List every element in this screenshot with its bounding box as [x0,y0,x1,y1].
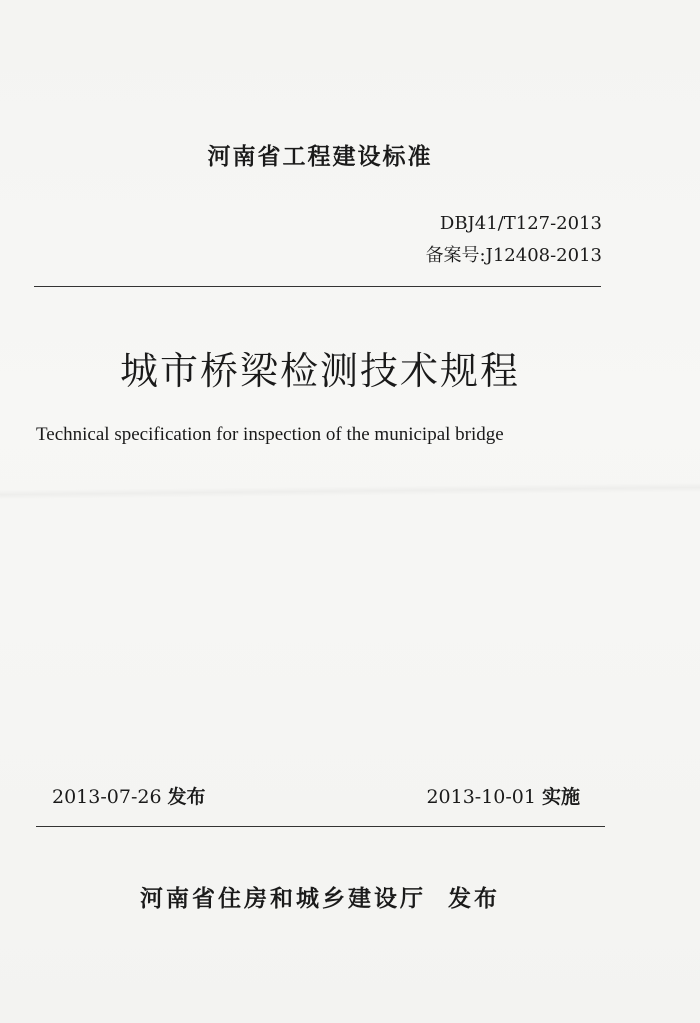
issue-date-line [52,782,206,809]
publisher-action: 发布 [448,886,500,912]
document-title-english: Technical specification for inspection of the municipal bridge [36,424,504,445]
issue-label: 发布 [167,786,206,808]
standard-code: DBJ41/T127-2013 [439,213,602,234]
issue-date: 2013-07-26 [52,786,162,808]
document-title-chinese: 城市桥梁检测技术规程 [120,349,521,393]
record-number: 备案号:J12408-2013 [425,245,602,266]
publisher-name: 河南省住房和城乡建设厅 [140,886,426,912]
effective-date: 2013-10-01 [426,786,536,808]
effective-date-line [426,782,580,809]
standard-code-block [426,208,602,272]
effective-label: 实施 [541,786,580,808]
publisher-line [0,880,640,913]
top-divider [34,286,601,287]
bottom-divider [36,826,605,827]
paper-fold-line [0,482,700,499]
series-title: 河南省工程建设标准 [207,144,433,170]
